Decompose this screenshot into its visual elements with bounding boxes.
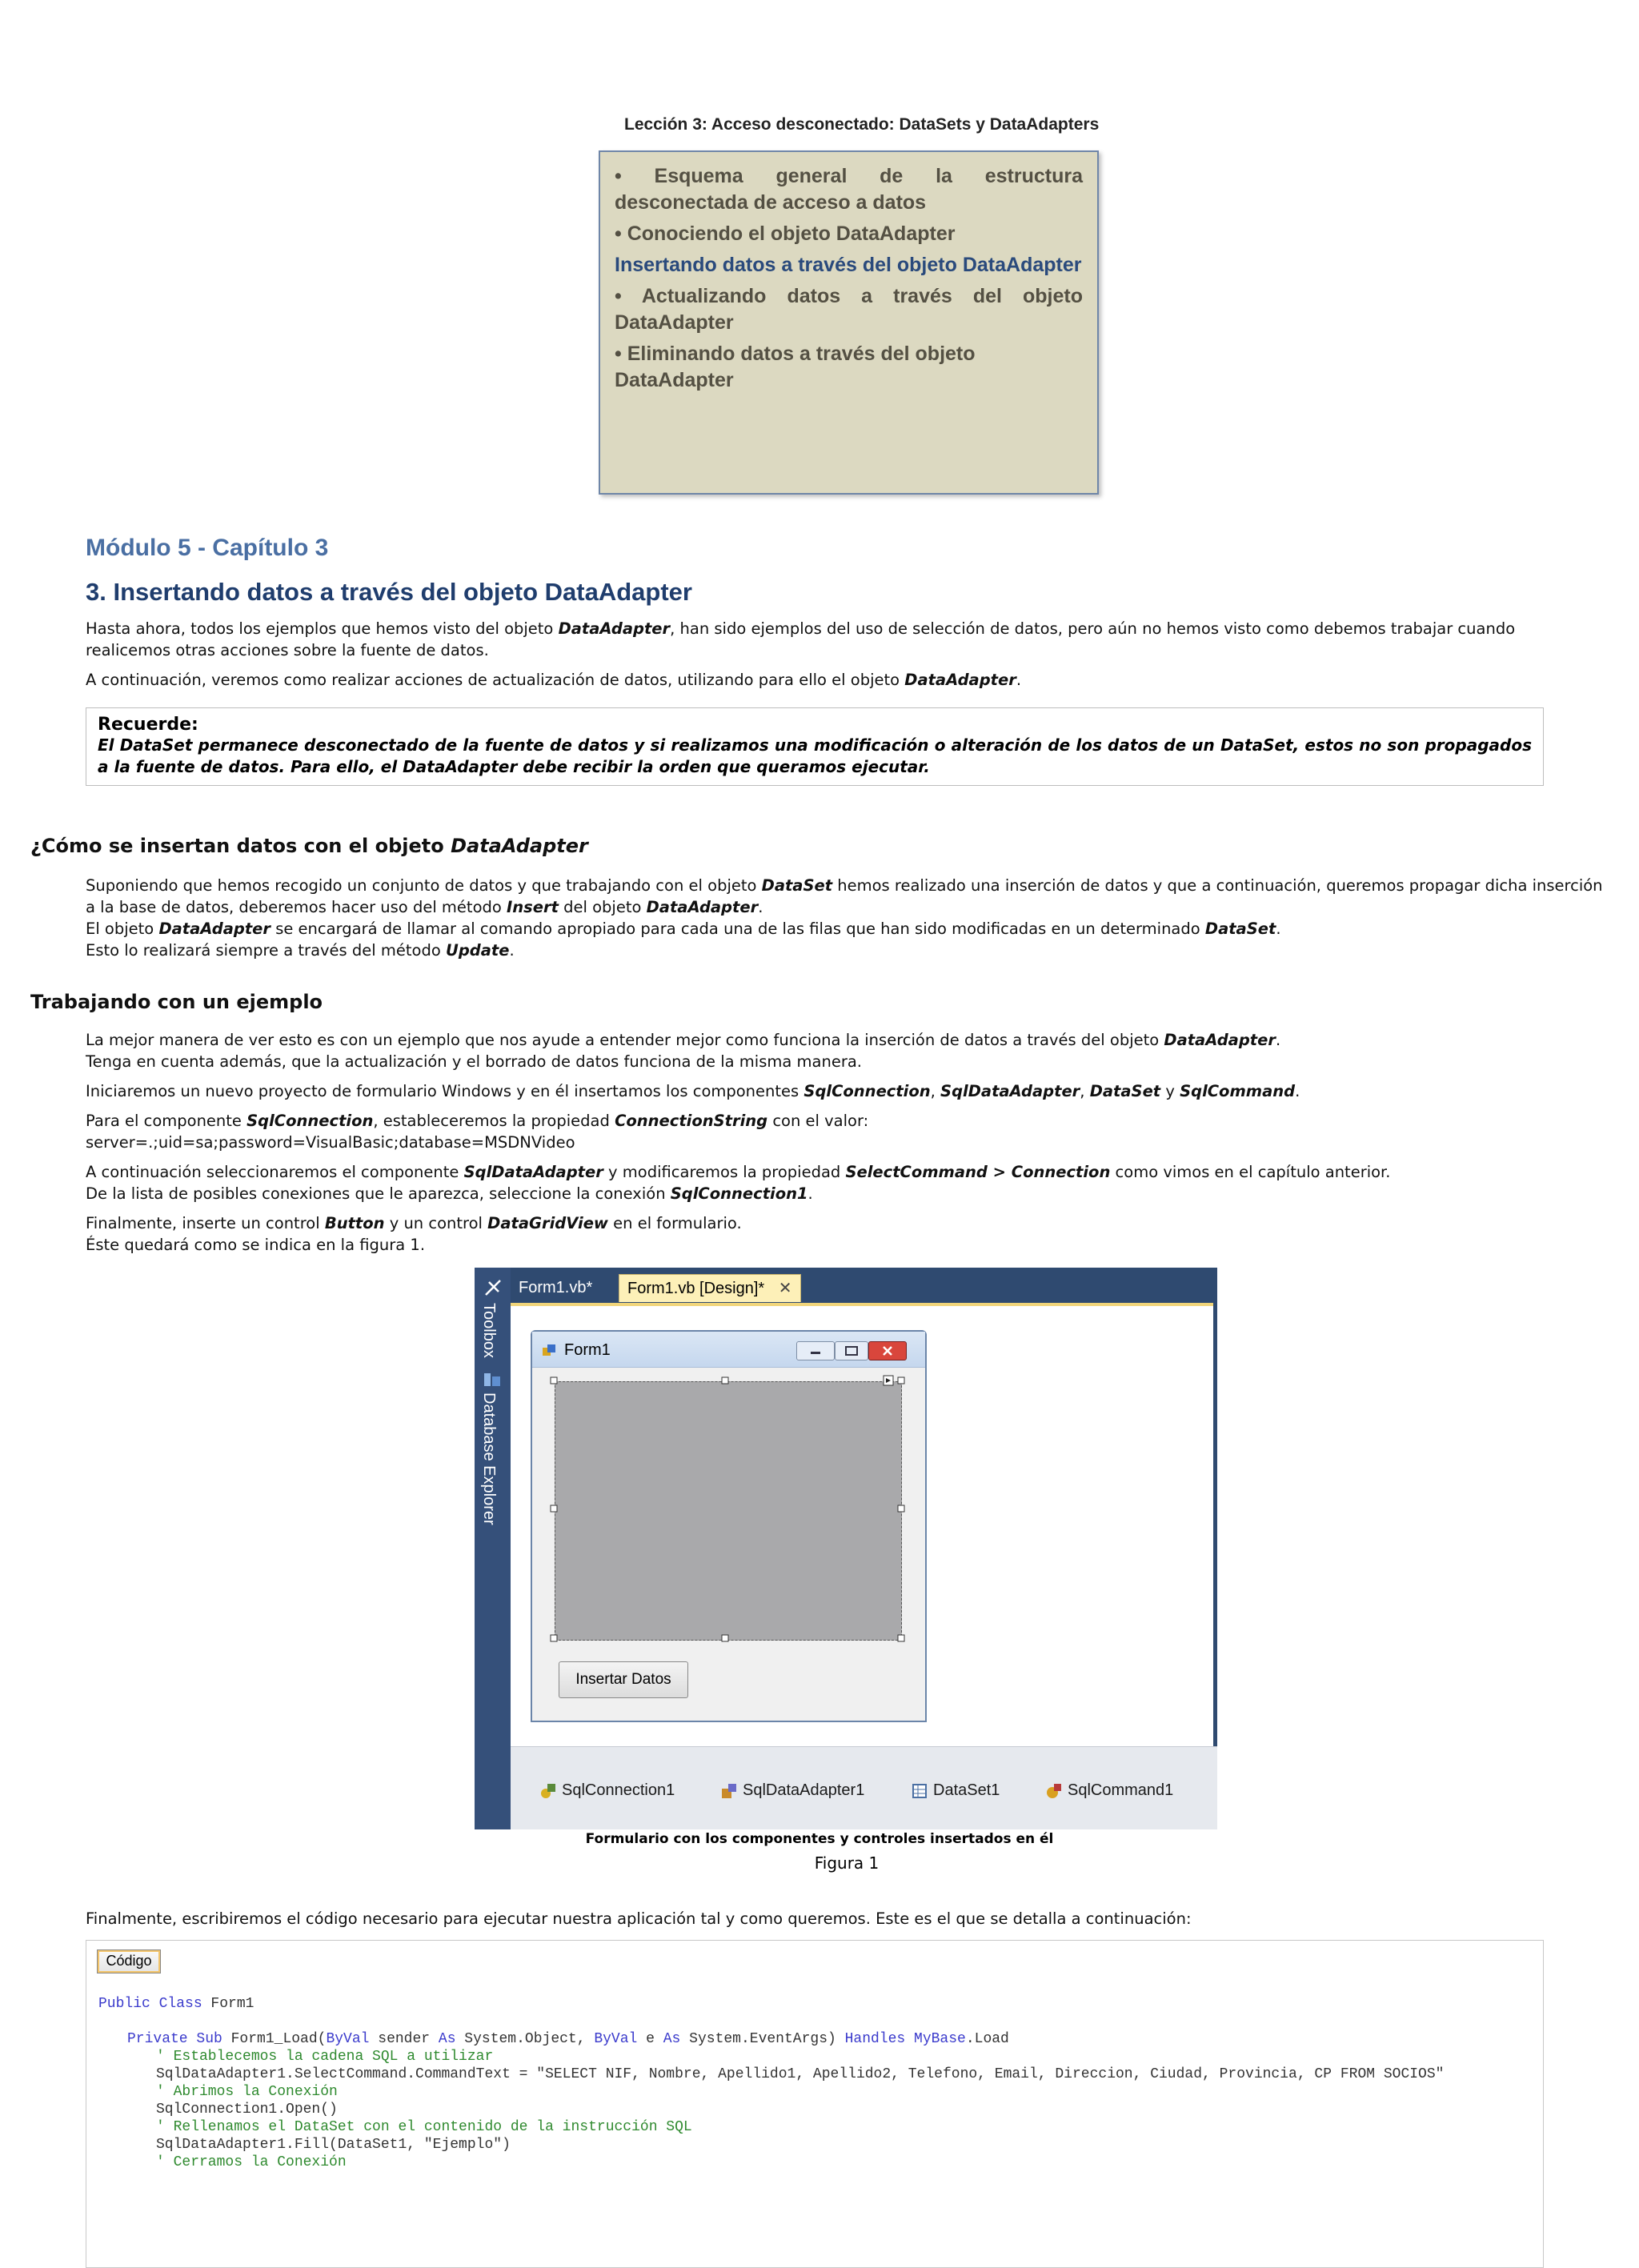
- document-tabbar: [511, 1268, 1217, 1303]
- tray-item-dataset[interactable]: [911, 1781, 1000, 1800]
- howto-heading: ¿Cómo se insertan datos con el objeto DataAdapter: [30, 835, 588, 857]
- intro-paragraph-1: Hasta ahora, todos los ejemplos que hemos visto del objeto DataAdapter, han sido ejemplos del uso de selección de datos, pero aún no hemos visto como debemos trabajar cuando realicemos otras acciones sobre la fuente de datos.: [86, 619, 1516, 659]
- code-block: [86, 1940, 1544, 2268]
- lesson-title: Lección 3: Acceso desconectado: DataSets y DataAdapters: [624, 115, 1100, 134]
- example-heading: Trabajando con un ejemplo: [30, 991, 323, 1013]
- howto-paragraph: Suponiendo que hemos recogido un conjunto de datos y que trabajando con el objeto DataSet hemos realizado una inserción de datos y que a continuación, queremos propagar dicha inserción a la base de datos, deberemos hacer uso del método Insert del objeto DataAdapter. El objeto DataAdapter se encargará de llamar al comando apropiado para cada una de las filas que han sido modificadas en un determinado DataSet. Esto lo realizará siempre a través del método Update.: [86, 876, 1603, 960]
- tray-item-label: DataSet1: [933, 1781, 1000, 1799]
- lesson-item: • Esquema general de la estructura desconectada de acceso a datos: [615, 165, 1083, 214]
- lesson-item: • Actualizando datos a través del objeto DataAdapter: [615, 285, 1083, 334]
- tray-item-sqldataadapter[interactable]: [720, 1781, 864, 1800]
- sqlcommand-icon: [1045, 1782, 1063, 1800]
- tray-item-label: SqlDataAdapter1: [743, 1781, 865, 1799]
- form-title: Form1: [564, 1341, 611, 1359]
- form-icon: [542, 1343, 558, 1357]
- example-paragraph: La mejor manera de ver esto es con un ejemplo que nos ayude a entender mejor como funciona la inserción de datos a través del objeto DataAdapter. Tenga en cuenta además, que la actualización y el borrado de datos funciona de la misma manera. Iniciaremos un nuevo proyecto de formulario Windows y en él insertamos los componentes SqlConnection, SqlDataAdapter, DataSet y SqlCommand. Para el componente SqlConnection, estableceremos la propiedad ConnectionString con el valor: server=.;uid=sa;password=VisualBasic;database=MSDNVideo A continuación seleccionaremos el componente SqlDataAdapter y modificaremos la propiedad SelectCommand > Connection como vimos en el capítulo anterior. De la lista de posibles conexiones que le aparezca, seleccione la conexión SqlConnection1. Finalmente, inserte un control Button y un control DataGridView en el formulario. Éste quedará como se indica en la figura 1.: [86, 1031, 1391, 1254]
- code-line: Public Class Form1: [98, 1996, 254, 2012]
- designer-screenshot: [475, 1268, 1217, 1829]
- code-line: Private Sub Form1_Load(ByVal sender As System.Object, ByVal e As System.EventArgs) Handles MyBase.Load: [127, 2031, 1009, 2047]
- minimize-icon: [797, 1342, 834, 1360]
- database-explorer-icon: [483, 1370, 502, 1389]
- section-heading: 3. Insertando datos a través del objeto DataAdapter: [86, 578, 692, 606]
- tab-design[interactable]: [619, 1274, 801, 1302]
- code-comment: ' Abrimos la Conexión: [156, 2084, 338, 2100]
- insertar-datos-button[interactable]: Insertar Datos: [559, 1661, 688, 1698]
- dataset-icon: [911, 1782, 928, 1800]
- recuerde-note: [86, 707, 1544, 786]
- recuerde-text: El DataSet permanece desconectado de la fuente de datos y si realizamos una modificación o alteración de los datos de un DataSet, estos no son propagados a la fuente de datos. Para ello, el DataAdapter debe recibir la orden que queramos ejecutar.: [98, 735, 1532, 776]
- tray-item-label: SqlCommand1: [1068, 1781, 1174, 1799]
- recuerde-title: Recuerde:: [98, 715, 198, 735]
- side-panel: [475, 1268, 511, 1829]
- toolbox-label[interactable]: Toolbox: [480, 1303, 498, 1358]
- intro-paragraph-2: A continuación, veremos como realizar acciones de actualización de datos, utilizando para ello el objeto DataAdapter.: [86, 671, 1022, 689]
- code-tab[interactable]: Código: [97, 1949, 161, 1973]
- tab-code[interactable]: Form1.vb*: [519, 1279, 593, 1296]
- lesson-card: [599, 150, 1099, 495]
- database-explorer-label[interactable]: Database Explorer: [480, 1392, 498, 1525]
- code-line: SqlDataAdapter1.SelectCommand.CommandText = "SELECT NIF, Nombre, Apellido1, Apellido2, Telefono, Email, Direccion, Ciudad, Provincia, CP FROM SOCIOS": [156, 2066, 1445, 2082]
- selection-handles: [551, 1377, 906, 1645]
- maximize-icon: [836, 1342, 868, 1360]
- code-comment: ' Rellenamos el DataSet con el contenido de la instrucción SQL: [156, 2119, 692, 2135]
- maximize-button[interactable]: [835, 1341, 868, 1360]
- lesson-item: • Eliminando datos a través del objeto DataAdapter: [615, 343, 976, 391]
- figure-label: Figura 1: [814, 1853, 880, 1873]
- sqldataadapter-icon: [720, 1782, 738, 1800]
- datagridview-control[interactable]: [555, 1381, 902, 1641]
- module-heading: Módulo 5 - Capítulo 3: [86, 535, 329, 561]
- code-line: SqlDataAdapter1.Fill(DataSet1, "Ejemplo"): [156, 2137, 511, 2153]
- figure-caption: Formulario con los componentes y controles insertados en él: [585, 1831, 1054, 1847]
- sqlconnection-icon: [539, 1782, 557, 1800]
- code-comment: ' Cerramos la Conexión: [156, 2154, 347, 2170]
- tab-design-label: Form1.vb [Design]*: [627, 1280, 765, 1297]
- code-comment: ' Establecemos la cadena SQL a utilizar: [156, 2049, 494, 2065]
- minimize-button[interactable]: [796, 1341, 835, 1360]
- lesson-item-current: Insertando datos a través del objeto DataAdapter: [615, 254, 1082, 276]
- tray-item-label: SqlConnection1: [562, 1781, 675, 1799]
- component-tray: [511, 1746, 1217, 1829]
- close-button[interactable]: [868, 1341, 907, 1360]
- outro-paragraph: Finalmente, escribiremos el código necesario para ejecutar nuestra aplicación tal y como queremos. Este es el que se detalla a continuación:: [86, 1909, 1192, 1928]
- form-window[interactable]: [531, 1330, 927, 1722]
- close-icon[interactable]: ✕: [778, 1280, 792, 1297]
- tray-item-sqlcommand[interactable]: [1045, 1781, 1173, 1800]
- tray-item-sqlconnection[interactable]: [539, 1781, 675, 1800]
- design-surface: [511, 1303, 1213, 1783]
- form-titlebar: [532, 1332, 925, 1368]
- toolbox-pin-icon[interactable]: [483, 1277, 503, 1298]
- close-icon: [869, 1342, 906, 1360]
- code-line: SqlConnection1.Open(): [156, 2102, 338, 2118]
- lesson-item: • Conociendo el objeto DataAdapter: [615, 222, 956, 245]
